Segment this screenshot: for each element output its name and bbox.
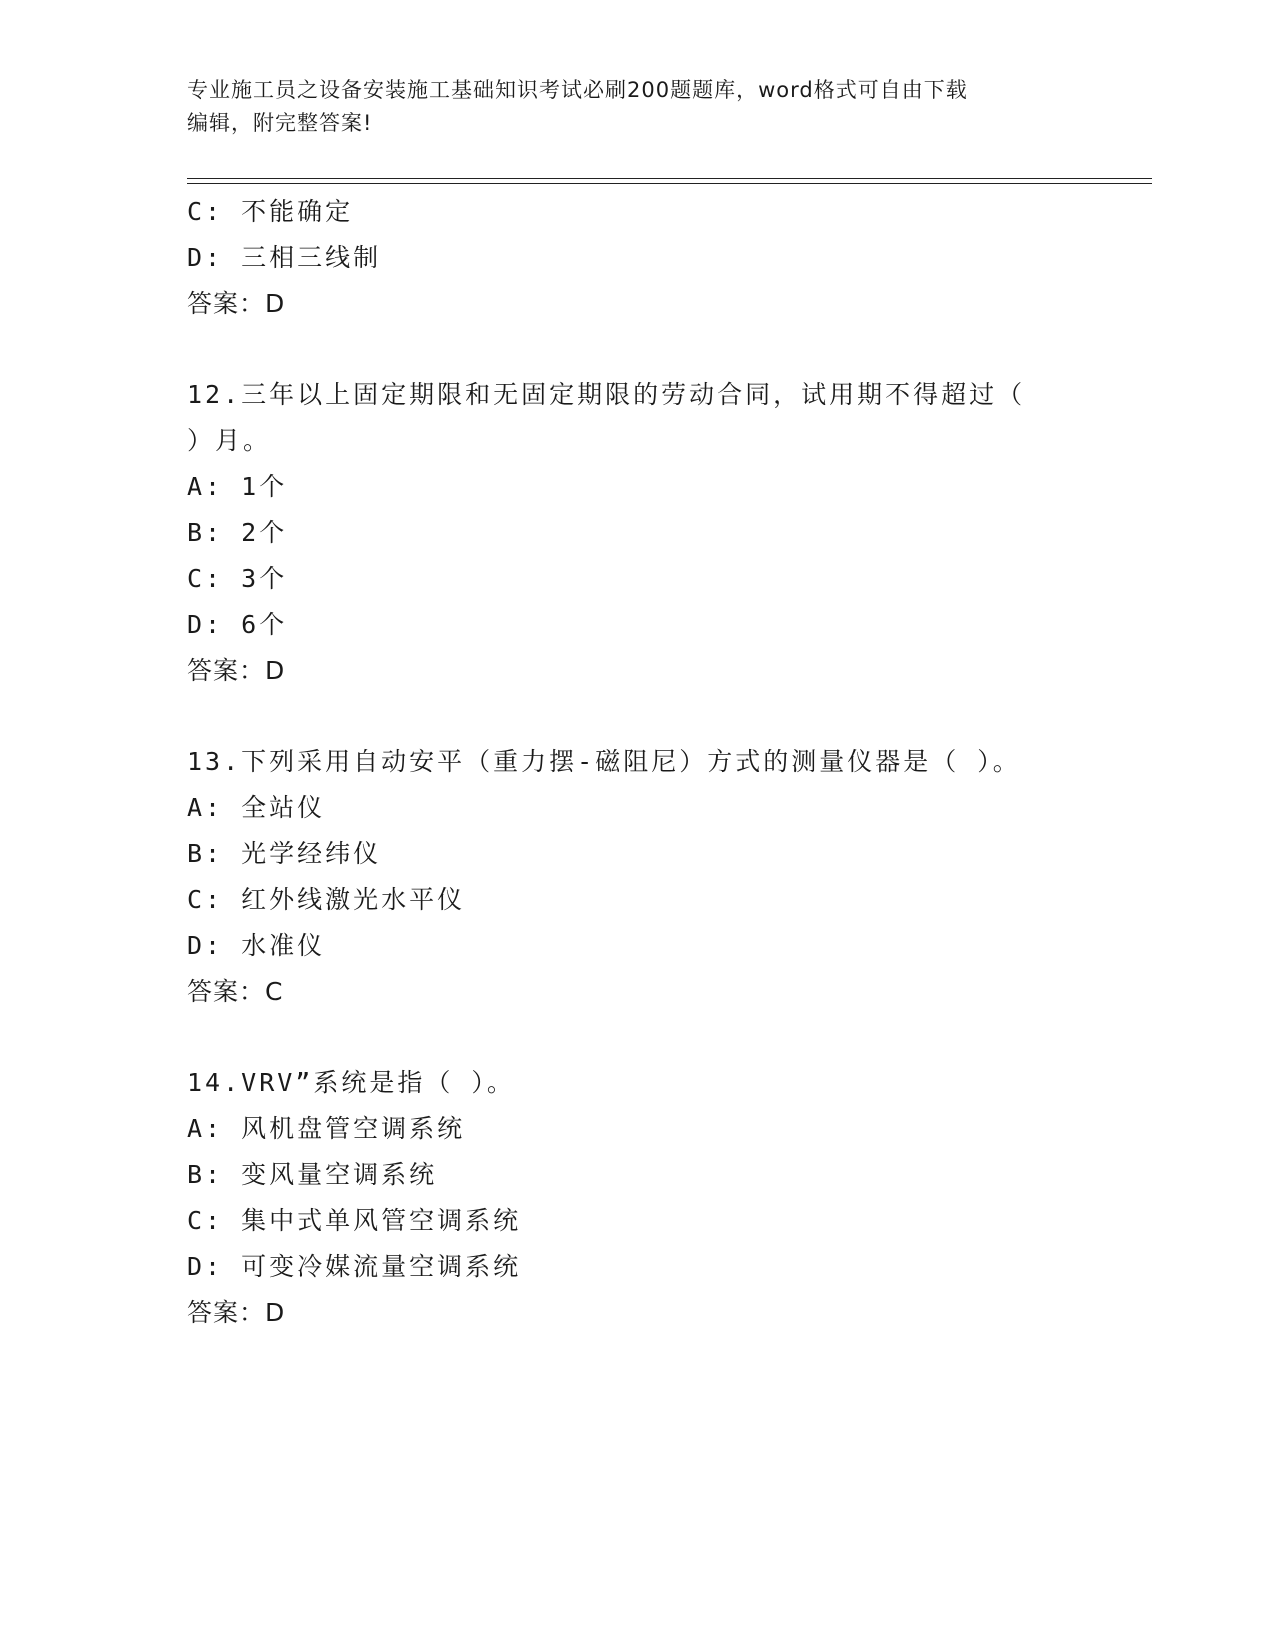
option-b: B: 光学经纬仪 bbox=[187, 839, 382, 868]
answer-line: 答案：C bbox=[187, 977, 284, 1006]
header-divider bbox=[187, 178, 1152, 184]
spacer bbox=[187, 1015, 1137, 1060]
option-b: B: 2个 bbox=[187, 518, 288, 547]
option-a: A: 1个 bbox=[187, 472, 288, 501]
option-a: A: 风机盘管空调系统 bbox=[187, 1114, 466, 1143]
question-stem: 14.VRV”系统是指（ ）。 bbox=[187, 1068, 515, 1097]
option-c: C: 集中式单风管空调系统 bbox=[187, 1206, 522, 1235]
answer-line: 答案：D bbox=[187, 656, 286, 685]
option-a: A: 全站仪 bbox=[187, 793, 326, 822]
question-12 bbox=[187, 372, 1137, 694]
question-14 bbox=[187, 1060, 1137, 1336]
question-stem: 12.三年以上固定期限和无固定期限的劳动合同，试用期不得超过（ bbox=[187, 380, 1026, 409]
header-title-line-1: 专业施工员之设备安装施工基础知识考试必刷200题题库，word格式可自由下载 bbox=[187, 78, 968, 102]
option-c: C: 红外线激光水平仪 bbox=[187, 885, 466, 914]
question-stem: 13.下列采用自动安平（重力摆-磁阻尼）方式的测量仪器是（ ）。 bbox=[187, 747, 1021, 776]
question-13 bbox=[187, 739, 1137, 1015]
spacer bbox=[187, 694, 1137, 739]
header-title-line-2: 编辑，附完整答案! bbox=[187, 111, 373, 135]
document-body bbox=[187, 189, 1137, 1336]
option-d: D: 6个 bbox=[187, 610, 288, 639]
answer-line: 答案：D bbox=[187, 1298, 286, 1327]
option-b: B: 变风量空调系统 bbox=[187, 1160, 438, 1189]
question-fragment bbox=[187, 189, 1137, 327]
option-d: D: 可变冷媒流量空调系统 bbox=[187, 1252, 522, 1281]
option-d: D: 水准仪 bbox=[187, 931, 326, 960]
page-header bbox=[187, 74, 1087, 140]
option-c: C: 不能确定 bbox=[187, 197, 354, 226]
spacer bbox=[187, 327, 1137, 372]
answer-line: 答案：D bbox=[187, 289, 286, 318]
option-d: D: 三相三线制 bbox=[187, 243, 382, 272]
option-c: C: 3个 bbox=[187, 564, 288, 593]
question-stem-continued: ）月。 bbox=[187, 426, 272, 455]
